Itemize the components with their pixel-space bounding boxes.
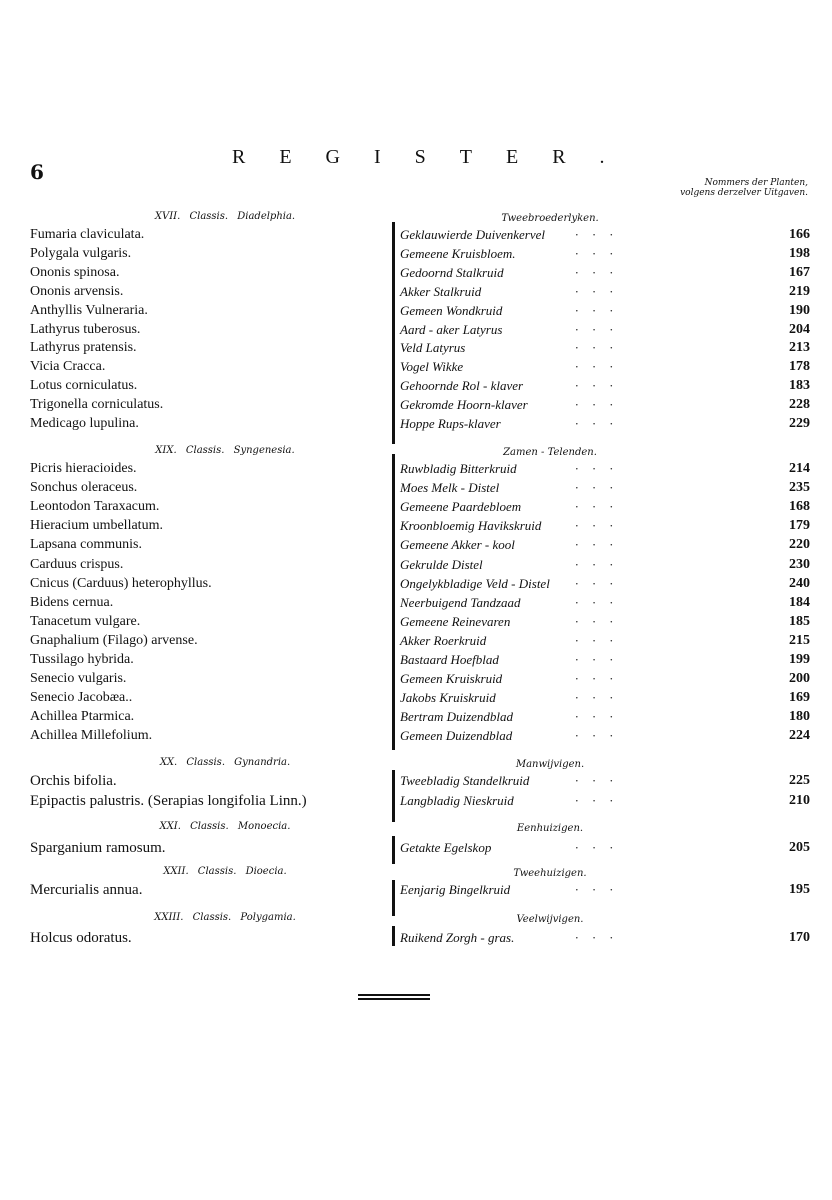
group-heading: Zamen - Telenden. [503,446,597,458]
column-note-line: volgens derzelver Uitgaven. [680,188,808,198]
group-heading: Veelwijvigen. [516,913,584,925]
leader-dots: ··· [575,265,627,280]
dutch-entry [400,414,810,434]
latin-name: Orchis bifolia. [30,772,117,789]
dutch-name: Gemeene Akker - kool [400,537,515,552]
dutch-entry [400,612,810,632]
dutch-name: Akker Stalkruid [400,284,482,299]
page-title: REGISTER. [232,146,639,168]
latin-name: Achillea Millefolium. [30,728,153,743]
leader-dots: ··· [575,709,627,724]
dutch-name: Geklauwierde Duivenkervel [400,227,545,242]
leader-dots: ··· [575,595,627,610]
plant-number: 200 [789,671,810,686]
plant-number: 168 [789,499,810,514]
class-heading: XXI. Classis. Monoecia. [159,820,291,832]
leader-dots: ··· [575,652,627,667]
leader-dots: ··· [575,690,627,705]
dutch-name: Gemeen Wondkruid [400,303,503,318]
dutch-entry [400,244,810,264]
dutch-entry [400,688,810,708]
leader-dots: ··· [575,499,627,514]
leader-dots: ··· [575,322,627,337]
dutch-entry [400,225,810,245]
column-divider [392,880,395,916]
latin-name: Carduus crispus. [30,557,124,572]
leader-dots: ··· [575,930,627,945]
leader-dots: ··· [575,614,627,629]
leader-dots: ··· [575,633,627,648]
latin-name: Polygala vulgaris. [30,246,132,261]
dutch-name: Hoppe Rups-klaver [400,416,501,431]
latin-name: Mercurialis annua. [30,881,143,898]
dutch-name: Getakte Egelskop [400,840,492,855]
latin-name: Tanacetum vulgare. [30,614,141,629]
plant-number: 230 [789,557,810,572]
column-divider [392,836,395,864]
dutch-name: Jakobs Kruiskruid [400,690,496,705]
column-divider [392,454,395,750]
leader-dots: ··· [575,378,627,393]
latin-name: Lotus corniculatus. [30,378,138,393]
column-divider [392,770,395,822]
dutch-entry [400,707,810,727]
page-number: 6 [30,160,44,184]
latin-name: Ononis spinosa. [30,265,120,280]
latin-name: Holcus odoratus. [30,929,132,946]
leader-dots: ··· [575,518,627,533]
dutch-name: Gemeene Paardebloem [400,499,522,514]
column-divider [392,926,395,946]
group-heading: Tweebroederlyken. [501,212,599,224]
class-heading: XX. Classis. Gynandria. [159,756,291,768]
plant-number: 180 [789,709,810,724]
leader-dots: ··· [575,537,627,552]
dutch-name: Bertram Duizendblad [400,709,514,724]
latin-name: Trigonella corniculatus. [30,397,164,412]
leader-dots: ··· [575,480,627,495]
leader-dots: ··· [575,671,627,686]
latin-name: Anthyllis Vulneraria. [30,303,148,318]
plant-number: 195 [789,882,810,897]
dutch-entry [400,771,810,791]
dutch-name: Moes Melk - Distel [400,480,500,495]
class-heading: XXIII. Classis. Polygamia. [154,911,296,923]
plant-number: 204 [789,322,810,337]
plant-number: 210 [789,793,810,808]
leader-dots: ··· [575,227,627,242]
plant-number: 224 [789,728,810,743]
column-note [612,178,808,198]
plant-number: 166 [789,227,810,242]
dutch-entry [400,880,810,900]
leader-dots: ··· [575,397,627,412]
latin-name: Senecio vulgaris. [30,671,127,686]
column-divider [392,222,395,444]
latin-name: Lapsana communis. [30,537,142,552]
dutch-name: Aard - aker Latyrus [400,322,503,337]
dutch-entry [400,338,810,358]
class-heading: XXII. Classis. Dioecia. [163,865,287,877]
plant-number: 199 [789,652,810,667]
plant-number: 198 [789,246,810,261]
plant-number: 185 [789,614,810,629]
dutch-name: Gekromde Hoorn-klaver [400,397,528,412]
leader-dots: ··· [575,461,627,476]
plant-number: 184 [789,595,810,610]
plant-number: 183 [789,378,810,393]
dutch-entry [400,320,810,340]
plant-number: 213 [789,340,810,355]
latin-name: Hieracium umbellatum. [30,518,163,533]
leader-dots: ··· [575,793,627,808]
dutch-name: Akker Roerkruid [400,633,487,648]
plant-number: 219 [789,284,810,299]
plant-number: 220 [789,537,810,552]
group-heading: Tweehuizigen. [513,867,587,879]
leader-dots: ··· [575,882,627,897]
dutch-name: Gemeen Kruiskruid [400,671,503,686]
latin-name: Fumaria claviculata. [30,227,145,242]
dutch-entry [400,357,810,377]
dutch-name: Veld Latyrus [400,340,466,355]
dutch-entry [400,631,810,651]
dutch-entry [400,516,810,536]
plant-number: 179 [789,518,810,533]
plant-number: 225 [789,773,810,788]
plant-number: 170 [789,930,810,945]
latin-name: Cnicus (Carduus) heterophyllus. [30,576,212,591]
latin-name: Sparganium ramosum. [30,839,166,856]
plant-number: 169 [789,690,810,705]
leader-dots: ··· [575,246,627,261]
dutch-entry [400,650,810,670]
dutch-entry [400,459,810,479]
dutch-name: Gemeen Duizendblad [400,728,513,743]
dutch-name: Kroonbloemig Havikskruid [400,518,542,533]
leader-dots: ··· [575,284,627,299]
dutch-entry [400,497,810,517]
leader-dots: ··· [575,303,627,318]
leader-dots: ··· [575,773,627,788]
dutch-entry [400,395,810,415]
dutch-entry [400,478,810,498]
latin-name: Medicago lupulina. [30,416,139,431]
plant-number: 190 [789,303,810,318]
plant-number: 167 [789,265,810,280]
column-note-line: Nommers der Planten, [704,178,808,188]
plant-number: 214 [789,461,810,476]
dutch-name: Neerbuigend Tandzaad [400,595,521,610]
latin-name: Sonchus oleraceus. [30,480,138,495]
latin-name: Leontodon Taraxacum. [30,499,160,514]
plant-number: 229 [789,416,810,431]
dutch-name: Ongelykbladige Veld - Distel [400,576,550,591]
plant-number: 235 [789,480,810,495]
dutch-entry [400,726,810,746]
latin-name: Gnaphalium (Filago) arvense. [30,633,198,648]
bottom-double-rule [358,994,430,1000]
latin-name: Epipactis palustris. (Serapias longifolia Linn.) [30,792,307,809]
class-heading: XVII. Classis. Diadelphia. [154,210,296,222]
dutch-name: Vogel Wikke [400,359,464,374]
dutch-entry [400,669,810,689]
latin-name: Vicia Cracca. [30,359,106,374]
dutch-name: Bastaard Hoefblad [400,652,499,667]
plant-number: 205 [789,840,810,855]
dutch-entry [400,928,810,948]
latin-name: Lathyrus pratensis. [30,340,137,355]
dutch-name: Gedoornd Stalkruid [400,265,504,280]
dutch-entry [400,376,810,396]
leader-dots: ··· [575,359,627,374]
dutch-entry [400,555,810,575]
latin-name: Tussilago hybrida. [30,652,134,667]
dutch-name: Tweebladig Standelkruid [400,773,530,788]
dutch-name: Gehoornde Rol - klaver [400,378,524,393]
dutch-name: Gekrulde Distel [400,557,483,572]
plant-number: 228 [789,397,810,412]
dutch-entry [400,574,810,594]
dutch-entry [400,282,810,302]
dutch-name: Ruwbladig Bitterkruid [400,461,517,476]
group-heading: Eenhuizigen. [516,822,584,834]
dutch-entry [400,263,810,283]
group-heading: Manwijvigen. [515,758,585,770]
leader-dots: ··· [575,576,627,591]
leader-dots: ··· [575,557,627,572]
leader-dots: ··· [575,728,627,743]
dutch-name: Ruikend Zorgh - gras. [400,930,515,945]
latin-name: Senecio Jacobæa.. [30,690,133,705]
dutch-entry [400,301,810,321]
latin-name: Lathyrus tuberosus. [30,322,141,337]
latin-name: Picris hieracioides. [30,461,137,476]
dutch-entry [400,593,810,613]
dutch-entry [400,791,810,811]
dutch-name: Gemeene Reinevaren [400,614,511,629]
latin-name: Ononis arvensis. [30,284,124,299]
plant-number: 178 [789,359,810,374]
leader-dots: ··· [575,416,627,431]
plant-number: 215 [789,633,810,648]
dutch-name: Eenjarig Bingelkruid [400,882,511,897]
dutch-entry [400,535,810,555]
leader-dots: ··· [575,340,627,355]
latin-name: Achillea Ptarmica. [30,709,135,724]
leader-dots: ··· [575,840,627,855]
latin-name: Bidens cernua. [30,595,114,610]
class-heading: XIX. Classis. Syngenesia. [155,444,295,456]
dutch-name: Langbladig Nieskruid [400,793,514,808]
dutch-entry [400,838,810,858]
dutch-name: Gemeene Kruisbloem. [400,246,516,261]
plant-number: 240 [789,576,810,591]
